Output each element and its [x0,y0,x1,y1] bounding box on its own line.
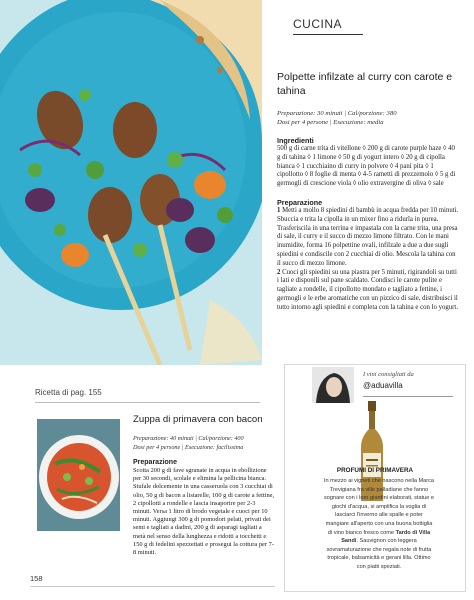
avatar [312,367,354,403]
preparation-step-2 [277,269,459,313]
recipe-meta-servings: Dosi per 4 persone | Esecuzione: facilissima [133,443,244,451]
recipe-title: Zuppa di primavera con bacon [133,414,263,425]
step-text: Metti a mollo 8 spiedini di bambù in acqua fredda per 10 minuti. Sbuccia e trita la cipolla in un mixer fino a ridurla in purea. Trasferiscila in una terrina e impastala con la carne trita, una presa di sale, il curry e il succo di mezzo limone filtrato. Con le mani inumidite, forma 16 polpettine ovali, infilzale a due a due sugli spiedini e condiscile con 2 cucchiai di olio. Mescola la tahina con il succo di mezzo limone. [277,206,459,267]
section-label: CUCINA [293,17,363,35]
recipe-curry-meatballs [277,71,459,313]
divider [363,396,453,397]
wine-name: PROFUMI DI PRIMAVERA [336,467,414,474]
author-portrait-illustration [312,367,354,403]
soup-photo [37,419,120,531]
wine-description [323,477,435,572]
wine-intro: I vini consigliati da [363,371,414,378]
recipe-spring-soup [133,414,275,557]
wine-description-text: In mezzo ai vigneti che nascono nella Marca Trevigiana fra ville palladiane che fanno sognare con i loro giardini elaborati, statue e giochi d'acqua, si amplifica la voglia di lasciarci l'inverno alle spalle e poter mangiare all'aperto con una buona bottiglia di vino bianco fresco come [323,478,435,536]
preparation-heading: Preparazione [277,197,323,207]
step-number: 2 [277,268,281,276]
wine-recommendation-box [284,364,466,592]
recipe-title: Polpette infilzate al curry con carote e tahina [277,71,453,97]
recipe-meta-prep: Preparazione: 30 minuti | Cal/porzione: 380 [277,110,397,117]
step-number: 1 [277,206,281,214]
preparation-text: Scotta 200 g di fave sgranate in acqua in ebollizione per 30 secondi, scolale e elimina la pellicina bianca. Stufale dolcemente in una casseruola con 3 cucchiai di olio, 50 g di bacon a listarelle, 100 g di carote a fettine, 2 cipollotti a rondelle e lascia insaporire per 2-3 minuti. Versa 1 litro di brodo vegetale e cuoci per 10 minuti. Aggiungi 300 g di pomodori pelati, privati dei semi e tagliati a dadini, 200 g di asparagi tagliati a metà nel senso della lunghezza e ridotti a tocchetti e 150 g di fedelini spezzettati e prosegui la cottura per 7-8 minuti. [133,467,275,557]
page-number: 158 [30,574,43,583]
wine-label: Tardo di Villa Sandi [341,529,431,545]
ingredients-list: 500 g di carne trita di vitellone ◊ 200 g di carote purple haze ◊ 40 g di tahina ◊ 1 limone ◊ 50 g di yogurt intero ◊ 20 g di cipolla bianca ◊ 1 cucchiaino di curry in polvere ◊ 4 pani pita ◊ 1 cipollotto ◊ 8 foglie di menta ◊ 4-5 rametti di prezzemolo ◊ 5 g di germogli di crescione viola ◊ olio extravergine di oliva ◊ sale [277,145,456,188]
hero-photo [0,0,262,365]
recipe-meta-servings: Dosi per 4 persone | Esecuzione: media [277,119,384,126]
kebab-plate-illustration [0,0,262,365]
recipe-page-reference: Ricetta di pag. 155 [35,388,260,403]
preparation-heading: Preparazione [133,459,177,466]
author-handle: @aduavilla [363,381,403,390]
recipe-meta-prep: Preparazione: 40 minuti | Cal/porzione: 400 [133,435,244,442]
divider [30,586,275,587]
step-text: Cuoci gli spiedini su una piastra per 5 minuti, rigirandoli su tutti i lati e disponili sul pane scaldato. Condisci le carote pulite e tagliate a rondelle, il cipollotto mondato e tagliato a fettine, i germogli e le erbe aromatiche con un pizzico di sale, distribuisci il tutto intorno agli spiedini e completa con la tahina e con lo yogurt. [277,268,459,311]
preparation-step-1 [277,207,459,269]
wine-description-text: . Sauvignon con leggera sovramaturazione che regala note di frutta tropicale, balsamicità e gerani lilla. Ottimo con piatti speziati. [326,538,432,570]
ingredients-heading: Ingredienti [277,136,314,145]
soup-bowl-illustration [37,419,120,531]
